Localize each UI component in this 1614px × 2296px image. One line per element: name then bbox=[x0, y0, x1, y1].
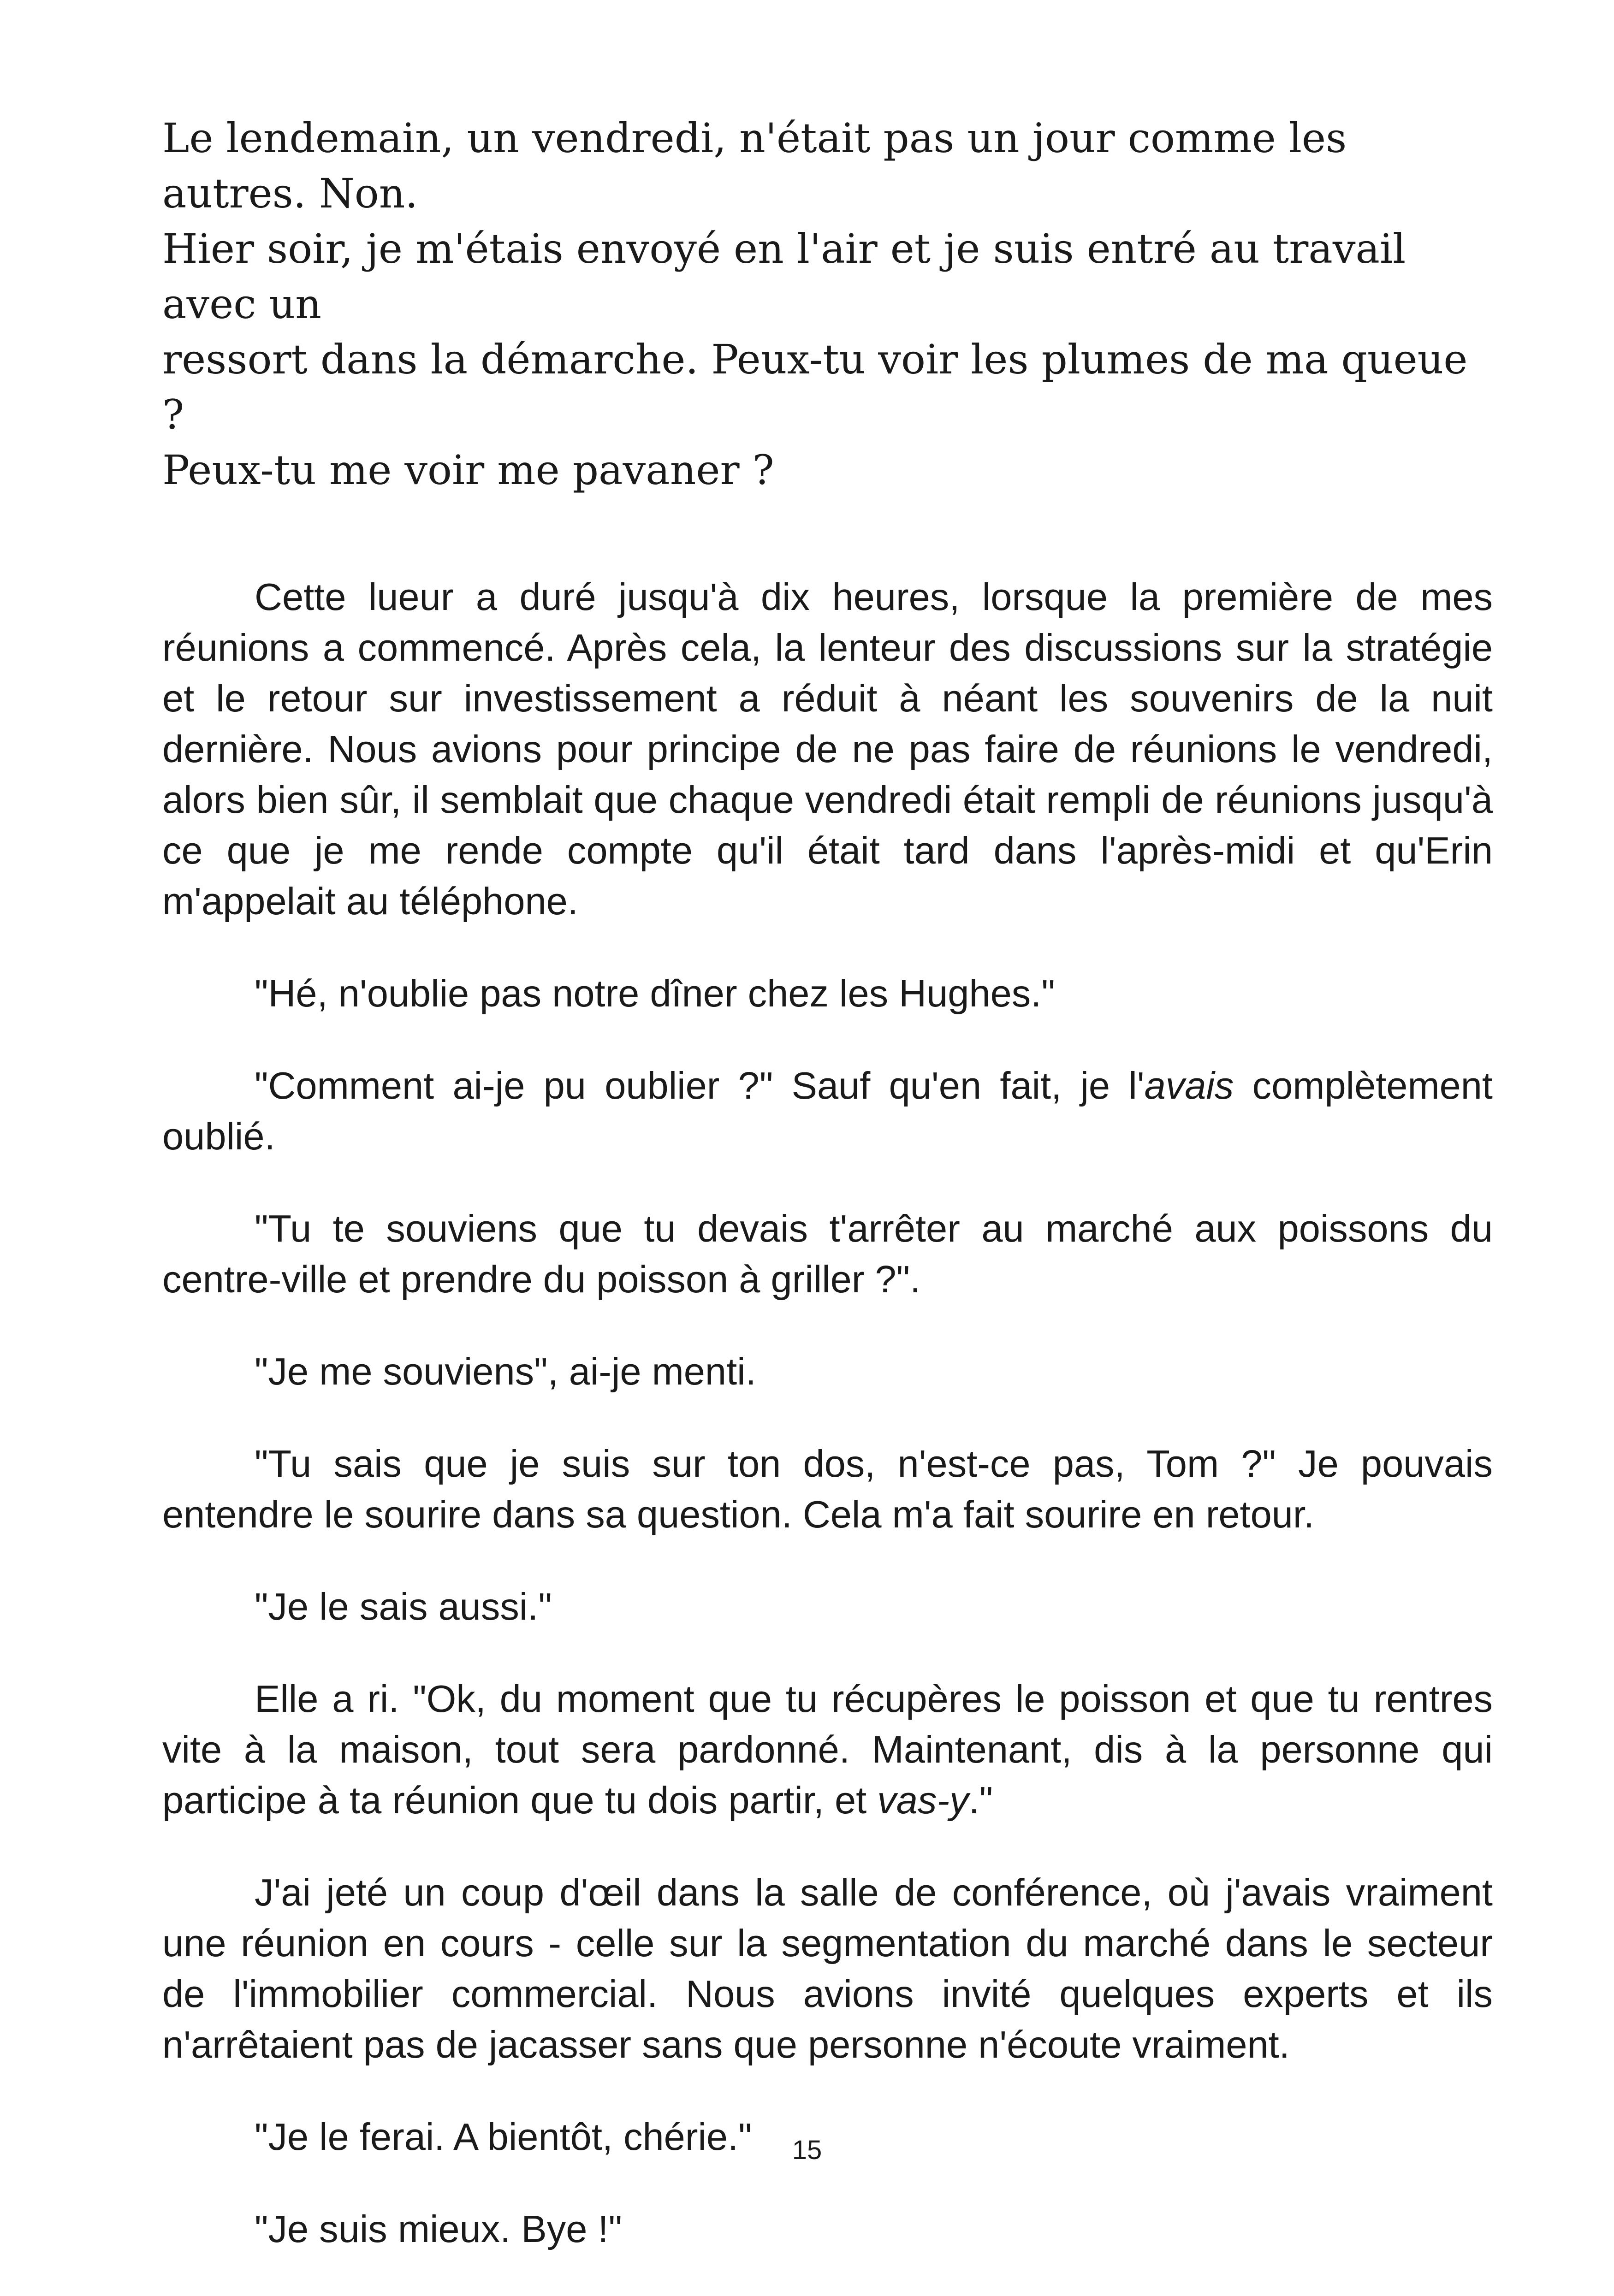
intro-line: Hier soir, je m'étais envoyé en l'air et je suis entré au travail avec un bbox=[162, 225, 1406, 328]
emphasis: vas-y bbox=[877, 1779, 969, 1822]
intro-line: ressort dans la démarche. Peux-tu voir les plumes de ma queue ? bbox=[162, 336, 1468, 438]
paragraph: "Je me souviens", ai-je menti. bbox=[255, 1350, 756, 1393]
intro-line: Le lendemain, un vendredi, n'était pas un jour comme les autres. Non. bbox=[162, 114, 1347, 217]
paragraph: "Tu sais que je suis sur ton dos, n'est-ce pas, Tom ?" Je pouvais entendre le sourire dans sa question. Cela m'a fait sourire en retour. bbox=[162, 1442, 1493, 1536]
paragraph: "Hé, n'oublie pas notre dîner chez les Hughes." bbox=[255, 972, 1055, 1015]
paragraph-text: "Comment ai-je pu oublier ?" Sauf qu'en fait, je l' bbox=[255, 1064, 1145, 1107]
paragraph: Cette lueur a duré jusqu'à dix heures, lorsque la première de mes réunions a commencé. Après cela, la lenteur des discussions sur la stratégie et le retour sur investissement a réduit à néant les souvenirs de la nuit dernière. Nous avions pour principe de ne pas faire de réunions le vendredi, alors bien sûr, il semblait que chaque vendredi était rempli de réunions jusqu'à ce que je me rende compte qu'il était tard dans l'après-midi et qu'Erin m'appelait au téléphone. bbox=[162, 575, 1493, 923]
paragraph: "Je le sais aussi." bbox=[255, 1585, 552, 1628]
paragraph-text: ." bbox=[968, 1779, 993, 1822]
paragraph-text: complètement oublié. bbox=[162, 1064, 1493, 1158]
paragraph: "Tu te souviens que tu devais t'arrêter au marché aux poissons du centre-ville et prendre du poisson à griller ?". bbox=[162, 1207, 1493, 1301]
intro-line: Peux-tu me voir me pavaner ? bbox=[162, 446, 774, 494]
paragraph bbox=[162, 1674, 1493, 1826]
paragraph: J'ai jeté un coup d'œil dans la salle de conférence, où j'avais vraiment une réunion en cours - celle sur la segmentation du marché dans le secteur de l'immobilier commercial. Nous avions invité quelques experts et ils n'arrêtaient pas de jacasser sans que personne n'écoute vraiment. bbox=[162, 1871, 1493, 2066]
intro-block bbox=[162, 111, 1493, 498]
paragraph-text: Elle a ri. "Ok, du moment que tu récupères le poisson et que tu rentres vite à la maison, tout sera pardonné. Maintenant, dis à la personne qui participe à ta réunion que tu dois partir, et bbox=[162, 1677, 1493, 1822]
page-content bbox=[162, 111, 1493, 2296]
paragraph: "Je suis mieux. Bye !" bbox=[255, 2207, 622, 2250]
emphasis: avais bbox=[1144, 1064, 1234, 1107]
paragraph bbox=[162, 1060, 1493, 1162]
body-text bbox=[162, 572, 1493, 2255]
page-number: 15 bbox=[792, 2135, 822, 2165]
paragraph: "Je le ferai. A bientôt, chérie." bbox=[255, 2115, 752, 2158]
